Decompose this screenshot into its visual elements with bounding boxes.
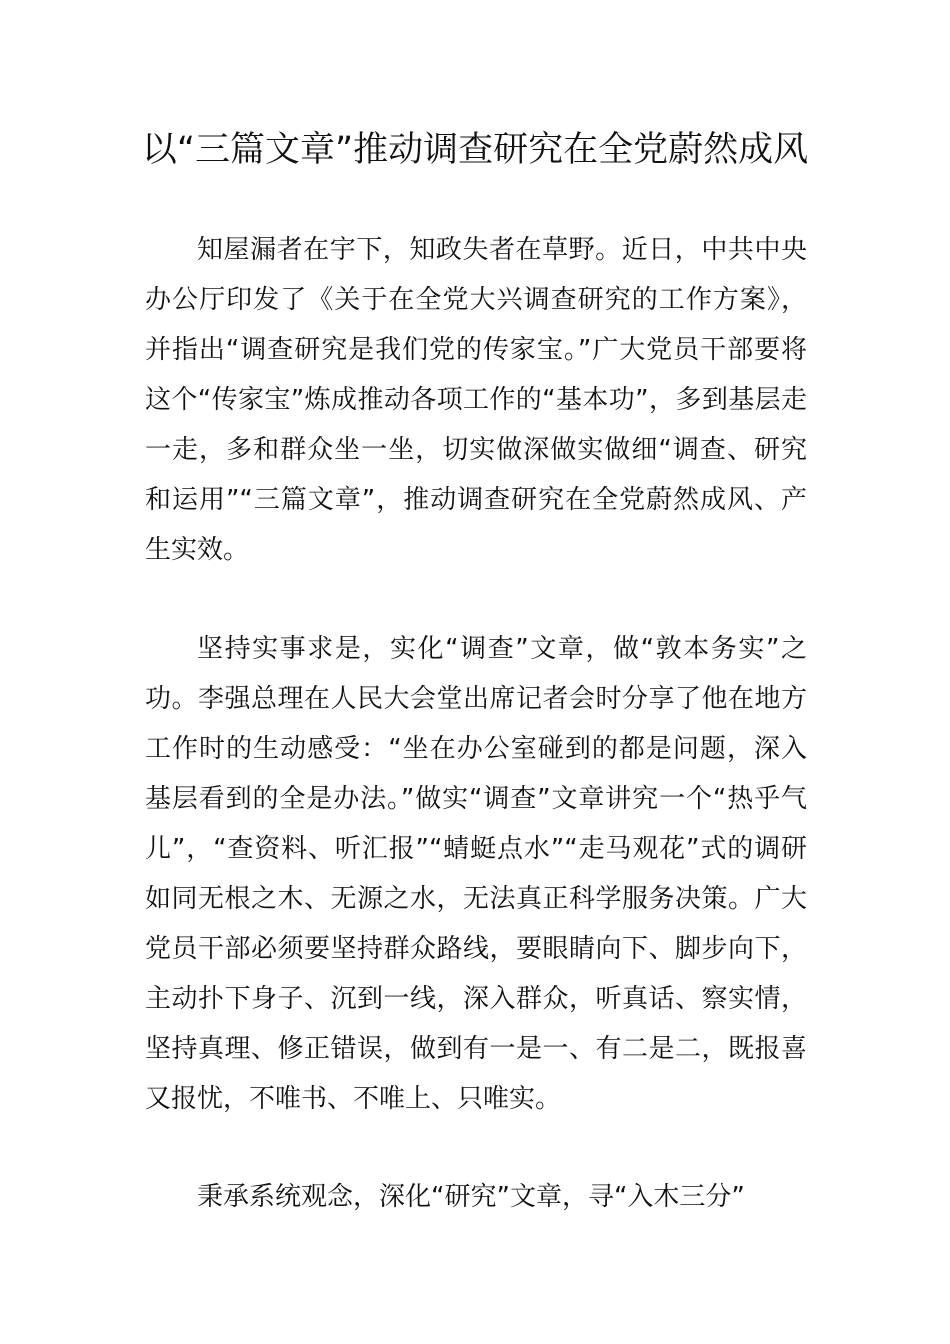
document-title: 以“三篇文章”推动调查研究在全党蔚然成风 — [141, 130, 809, 170]
paragraph-3: 秉承系统观念，深化“研究”文章，寻“入木三分” — [197, 1182, 745, 1212]
paragraph-1: 知屋漏者在宇下，知政失者在草野。近日，中共中央办公厅印发了《关于在全党大兴调查研究的工作方案》，并指出“调查研究是我们党的传家宝。”广大党员干部要将这个“传家宝”炼成推动各项工作的“基本功”，多到基层走一走，多和群众坐一坐，切实做深做实做细“调查、研究和运用”“三篇文章”，推动调查研究在全党蔚然成风、产生实效。 — [145, 235, 807, 565]
paragraph-2: 坚持实事求是，实化“调查”文章，做“敦本务实”之功。李强总理在人民大会堂出席记者会时分享了他在地方工作时的生动感受：“坐在办公室碰到的都是问题，深入基层看到的全是办法。”做实“调查”文章讲究一个“热乎气儿”，“查资料、听汇报”“蜻蜓点水”“走马观花”式的调研如同无根之木、无源之水，无法真正科学服务决策。广大党员干部必须要坚持群众路线，要眼睛向下、脚步向下，主动扑下身子、沉到一线，深入群众，听真话、察实情，坚持真理、修正错误，做到有一是一、有二是二，既报喜又报忧，不唯书、不唯上、只唯实。 — [145, 634, 807, 1114]
